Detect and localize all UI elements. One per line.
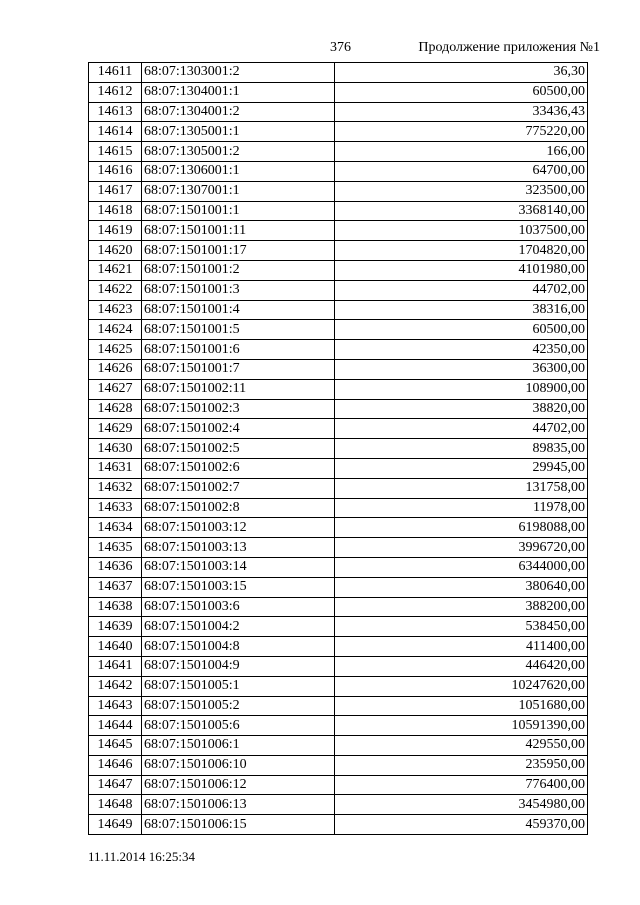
value-cell: 776400,00 — [335, 775, 588, 795]
cadastral-number: 68:07:1501001:17 — [142, 241, 335, 261]
value-cell: 411400,00 — [335, 637, 588, 657]
value-cell: 3454980,00 — [335, 795, 588, 815]
table-row — [89, 122, 588, 142]
cadastral-number: 68:07:1501006:12 — [142, 775, 335, 795]
value-cell: 3368140,00 — [335, 201, 588, 221]
row-number: 14612 — [89, 82, 142, 102]
cadastral-number: 68:07:1501001:6 — [142, 340, 335, 360]
row-number: 14632 — [89, 478, 142, 498]
value-cell: 538450,00 — [335, 617, 588, 637]
row-number: 14649 — [89, 815, 142, 835]
page-number: 376 — [330, 40, 351, 55]
cadastral-number: 68:07:1305001:2 — [142, 142, 335, 162]
row-number: 14629 — [89, 419, 142, 439]
table-row — [89, 617, 588, 637]
value-cell: 459370,00 — [335, 815, 588, 835]
value-cell: 108900,00 — [335, 379, 588, 399]
table-row — [89, 557, 588, 577]
row-number: 14625 — [89, 340, 142, 360]
cadastral-number: 68:07:1306001:1 — [142, 161, 335, 181]
value-cell: 446420,00 — [335, 656, 588, 676]
row-number: 14624 — [89, 320, 142, 340]
row-number: 14611 — [89, 63, 142, 83]
table-row — [89, 399, 588, 419]
table-row — [89, 102, 588, 122]
row-number: 14620 — [89, 241, 142, 261]
table-row — [89, 815, 588, 835]
row-number: 14648 — [89, 795, 142, 815]
value-cell: 33436,43 — [335, 102, 588, 122]
value-cell: 3996720,00 — [335, 538, 588, 558]
cadastral-number: 68:07:1305001:1 — [142, 122, 335, 142]
row-number: 14633 — [89, 498, 142, 518]
cadastral-number: 68:07:1501002:5 — [142, 439, 335, 459]
table-row — [89, 795, 588, 815]
row-number: 14619 — [89, 221, 142, 241]
cadastral-number: 68:07:1501003:6 — [142, 597, 335, 617]
table-row — [89, 676, 588, 696]
table-row — [89, 201, 588, 221]
cadastral-number: 68:07:1501001:1 — [142, 201, 335, 221]
row-number: 14618 — [89, 201, 142, 221]
row-number: 14640 — [89, 637, 142, 657]
row-number: 14637 — [89, 577, 142, 597]
table-row — [89, 379, 588, 399]
value-cell: 235950,00 — [335, 755, 588, 775]
value-cell: 131758,00 — [335, 478, 588, 498]
value-cell: 388200,00 — [335, 597, 588, 617]
cadastral-number: 68:07:1501002:4 — [142, 419, 335, 439]
footer-timestamp: 11.11.2014 16:25:34 — [88, 849, 196, 864]
row-number: 14615 — [89, 142, 142, 162]
row-number: 14626 — [89, 359, 142, 379]
table-row — [89, 221, 588, 241]
value-cell: 10591390,00 — [335, 716, 588, 736]
row-number: 14641 — [89, 656, 142, 676]
table-row — [89, 320, 588, 340]
table-row — [89, 696, 588, 716]
table-row — [89, 637, 588, 657]
table-row — [89, 280, 588, 300]
cadastral-number: 68:07:1501002:7 — [142, 478, 335, 498]
cadastral-number: 68:07:1501001:4 — [142, 300, 335, 320]
value-cell: 10247620,00 — [335, 676, 588, 696]
value-cell: 1051680,00 — [335, 696, 588, 716]
cadastral-number: 68:07:1304001:2 — [142, 102, 335, 122]
value-cell: 38316,00 — [335, 300, 588, 320]
value-cell: 60500,00 — [335, 82, 588, 102]
value-cell: 429550,00 — [335, 736, 588, 756]
row-number: 14635 — [89, 538, 142, 558]
value-cell: 36300,00 — [335, 359, 588, 379]
cadastral-number: 68:07:1501004:9 — [142, 656, 335, 676]
table-row — [89, 340, 588, 360]
row-number: 14630 — [89, 439, 142, 459]
cadastral-number: 68:07:1501006:15 — [142, 815, 335, 835]
table-row — [89, 716, 588, 736]
value-cell: 380640,00 — [335, 577, 588, 597]
table-row — [89, 656, 588, 676]
value-cell: 64700,00 — [335, 161, 588, 181]
table-row — [89, 82, 588, 102]
cadastral-number: 68:07:1501004:2 — [142, 617, 335, 637]
row-number: 14628 — [89, 399, 142, 419]
table-row — [89, 241, 588, 261]
cadastral-number: 68:07:1501002:3 — [142, 399, 335, 419]
cadastral-number: 68:07:1501001:5 — [142, 320, 335, 340]
cadastral-number: 68:07:1304001:1 — [142, 82, 335, 102]
table-row — [89, 181, 588, 201]
table-row — [89, 458, 588, 478]
value-cell: 11978,00 — [335, 498, 588, 518]
row-number: 14614 — [89, 122, 142, 142]
row-number: 14627 — [89, 379, 142, 399]
cadastral-number: 68:07:1501001:11 — [142, 221, 335, 241]
table-row — [89, 775, 588, 795]
row-number: 14647 — [89, 775, 142, 795]
value-cell: 166,00 — [335, 142, 588, 162]
cadastral-number: 68:07:1501006:1 — [142, 736, 335, 756]
cadastral-table — [88, 62, 588, 835]
row-number: 14638 — [89, 597, 142, 617]
row-number: 14645 — [89, 736, 142, 756]
table-row — [89, 518, 588, 538]
row-number: 14613 — [89, 102, 142, 122]
table-row — [89, 498, 588, 518]
page-caption: Продолжение приложения №1 — [418, 40, 600, 55]
cadastral-number: 68:07:1501005:6 — [142, 716, 335, 736]
cadastral-number: 68:07:1501006:10 — [142, 755, 335, 775]
cadastral-number: 68:07:1501003:13 — [142, 538, 335, 558]
value-cell: 60500,00 — [335, 320, 588, 340]
row-number: 14646 — [89, 755, 142, 775]
cadastral-number: 68:07:1501002:8 — [142, 498, 335, 518]
cadastral-number: 68:07:1501001:3 — [142, 280, 335, 300]
value-cell: 4101980,00 — [335, 260, 588, 280]
row-number: 14639 — [89, 617, 142, 637]
cadastral-number: 68:07:1501003:14 — [142, 557, 335, 577]
value-cell: 29945,00 — [335, 458, 588, 478]
table-row — [89, 63, 588, 83]
table-row — [89, 439, 588, 459]
value-cell: 775220,00 — [335, 122, 588, 142]
cadastral-number: 68:07:1501003:15 — [142, 577, 335, 597]
cadastral-number: 68:07:1303001:2 — [142, 63, 335, 83]
table-row — [89, 260, 588, 280]
row-number: 14622 — [89, 280, 142, 300]
row-number: 14636 — [89, 557, 142, 577]
table-row — [89, 597, 588, 617]
cadastral-number: 68:07:1501003:12 — [142, 518, 335, 538]
cadastral-number: 68:07:1501005:2 — [142, 696, 335, 716]
table-row — [89, 300, 588, 320]
table-row — [89, 478, 588, 498]
value-cell: 323500,00 — [335, 181, 588, 201]
table-row — [89, 142, 588, 162]
cadastral-number: 68:07:1501002:11 — [142, 379, 335, 399]
cadastral-number: 68:07:1501004:8 — [142, 637, 335, 657]
table-row — [89, 736, 588, 756]
table-row — [89, 577, 588, 597]
table-row — [89, 359, 588, 379]
cadastral-number: 68:07:1501001:7 — [142, 359, 335, 379]
cadastral-number: 68:07:1501006:13 — [142, 795, 335, 815]
table-body — [89, 63, 588, 835]
cadastral-number: 68:07:1501005:1 — [142, 676, 335, 696]
row-number: 14644 — [89, 716, 142, 736]
table-row — [89, 161, 588, 181]
value-cell: 89835,00 — [335, 439, 588, 459]
row-number: 14621 — [89, 260, 142, 280]
row-number: 14623 — [89, 300, 142, 320]
value-cell: 44702,00 — [335, 280, 588, 300]
row-number: 14616 — [89, 161, 142, 181]
table-row — [89, 755, 588, 775]
value-cell: 36,30 — [335, 63, 588, 83]
row-number: 14642 — [89, 676, 142, 696]
row-number: 14634 — [89, 518, 142, 538]
row-number: 14631 — [89, 458, 142, 478]
table-row — [89, 419, 588, 439]
table-row — [89, 538, 588, 558]
value-cell: 6198088,00 — [335, 518, 588, 538]
row-number: 14643 — [89, 696, 142, 716]
cadastral-number: 68:07:1501001:2 — [142, 260, 335, 280]
row-number: 14617 — [89, 181, 142, 201]
cadastral-number: 68:07:1307001:1 — [142, 181, 335, 201]
value-cell: 38820,00 — [335, 399, 588, 419]
cadastral-number: 68:07:1501002:6 — [142, 458, 335, 478]
value-cell: 6344000,00 — [335, 557, 588, 577]
value-cell: 44702,00 — [335, 419, 588, 439]
value-cell: 1037500,00 — [335, 221, 588, 241]
value-cell: 1704820,00 — [335, 241, 588, 261]
value-cell: 42350,00 — [335, 340, 588, 360]
